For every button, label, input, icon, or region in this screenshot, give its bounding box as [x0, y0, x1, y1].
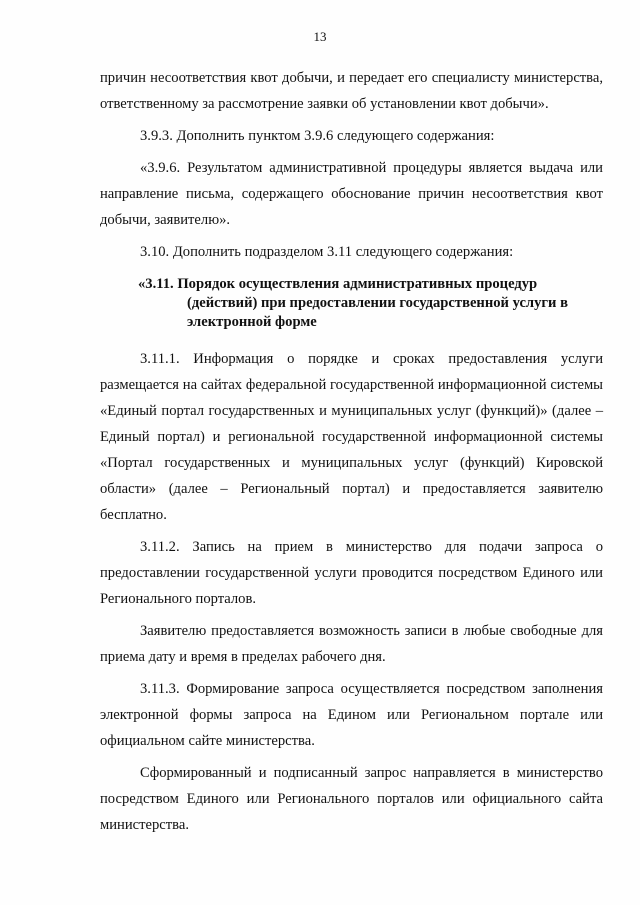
paragraph-3-9-3: 3.9.3. Дополнить пунктом 3.9.6 следующего содержания:	[140, 128, 495, 144]
paragraph-3-11-3: 3.11.3. Формирование запроса осуществляется посредством заполнения электронной формы запроса на Едином или Региональном портале или официальном сайте министерства.	[100, 681, 603, 749]
paragraph-appointment: Заявителю предоставляется возможность записи в любые свободные для приема дату и время в пределах рабочего дня.	[100, 623, 603, 665]
paragraph-3-10: 3.10. Дополнить подразделом 3.11 следующего содержания:	[140, 244, 514, 260]
paragraph-3-9-6: «3.9.6. Результатом административной процедуры является выдача или направление письма, содержащего обоснование причин несоответствия квот добычи, заявителю».	[100, 160, 603, 228]
section-heading-line1: «3.11. Порядок осуществления административных процедур	[138, 276, 538, 292]
paragraph-3-11-2: 3.11.2. Запись на прием в министерство для подачи запроса о предоставлении государственной услуги проводится посредством Единого или Регионального порталов.	[100, 539, 603, 607]
document-body	[100, 65, 603, 838]
paragraph-submission: Сформированный и подписанный запрос направляется в министерство посредством Единого или Регионального порталов или официального сайта министерства.	[100, 765, 603, 833]
paragraph-continuation: причин несоответствия квот добычи, и передает его специалисту министерства, ответственному за рассмотрение заявки об установлении квот добычи».	[100, 70, 603, 112]
section-heading-rest: (действий) при предоставлении государственной услуги в электронной форме	[187, 295, 568, 330]
page-number: 13	[313, 29, 327, 44]
paragraph-3-11-1: 3.11.1. Информация о порядке и сроках предоставления услуги размещается на сайтах федеральной государственной информационной системы «Единый портал государственных и муниципальных услуг (функций)» (далее – Единый портал) и региональной государственной информационной системы «Портал государственных и муниципальных услуг (функций) Кировской области» (далее – Региональный портал) и предоставляется заявителю бесплатно.	[100, 351, 603, 523]
section-heading-3-11	[100, 275, 603, 332]
